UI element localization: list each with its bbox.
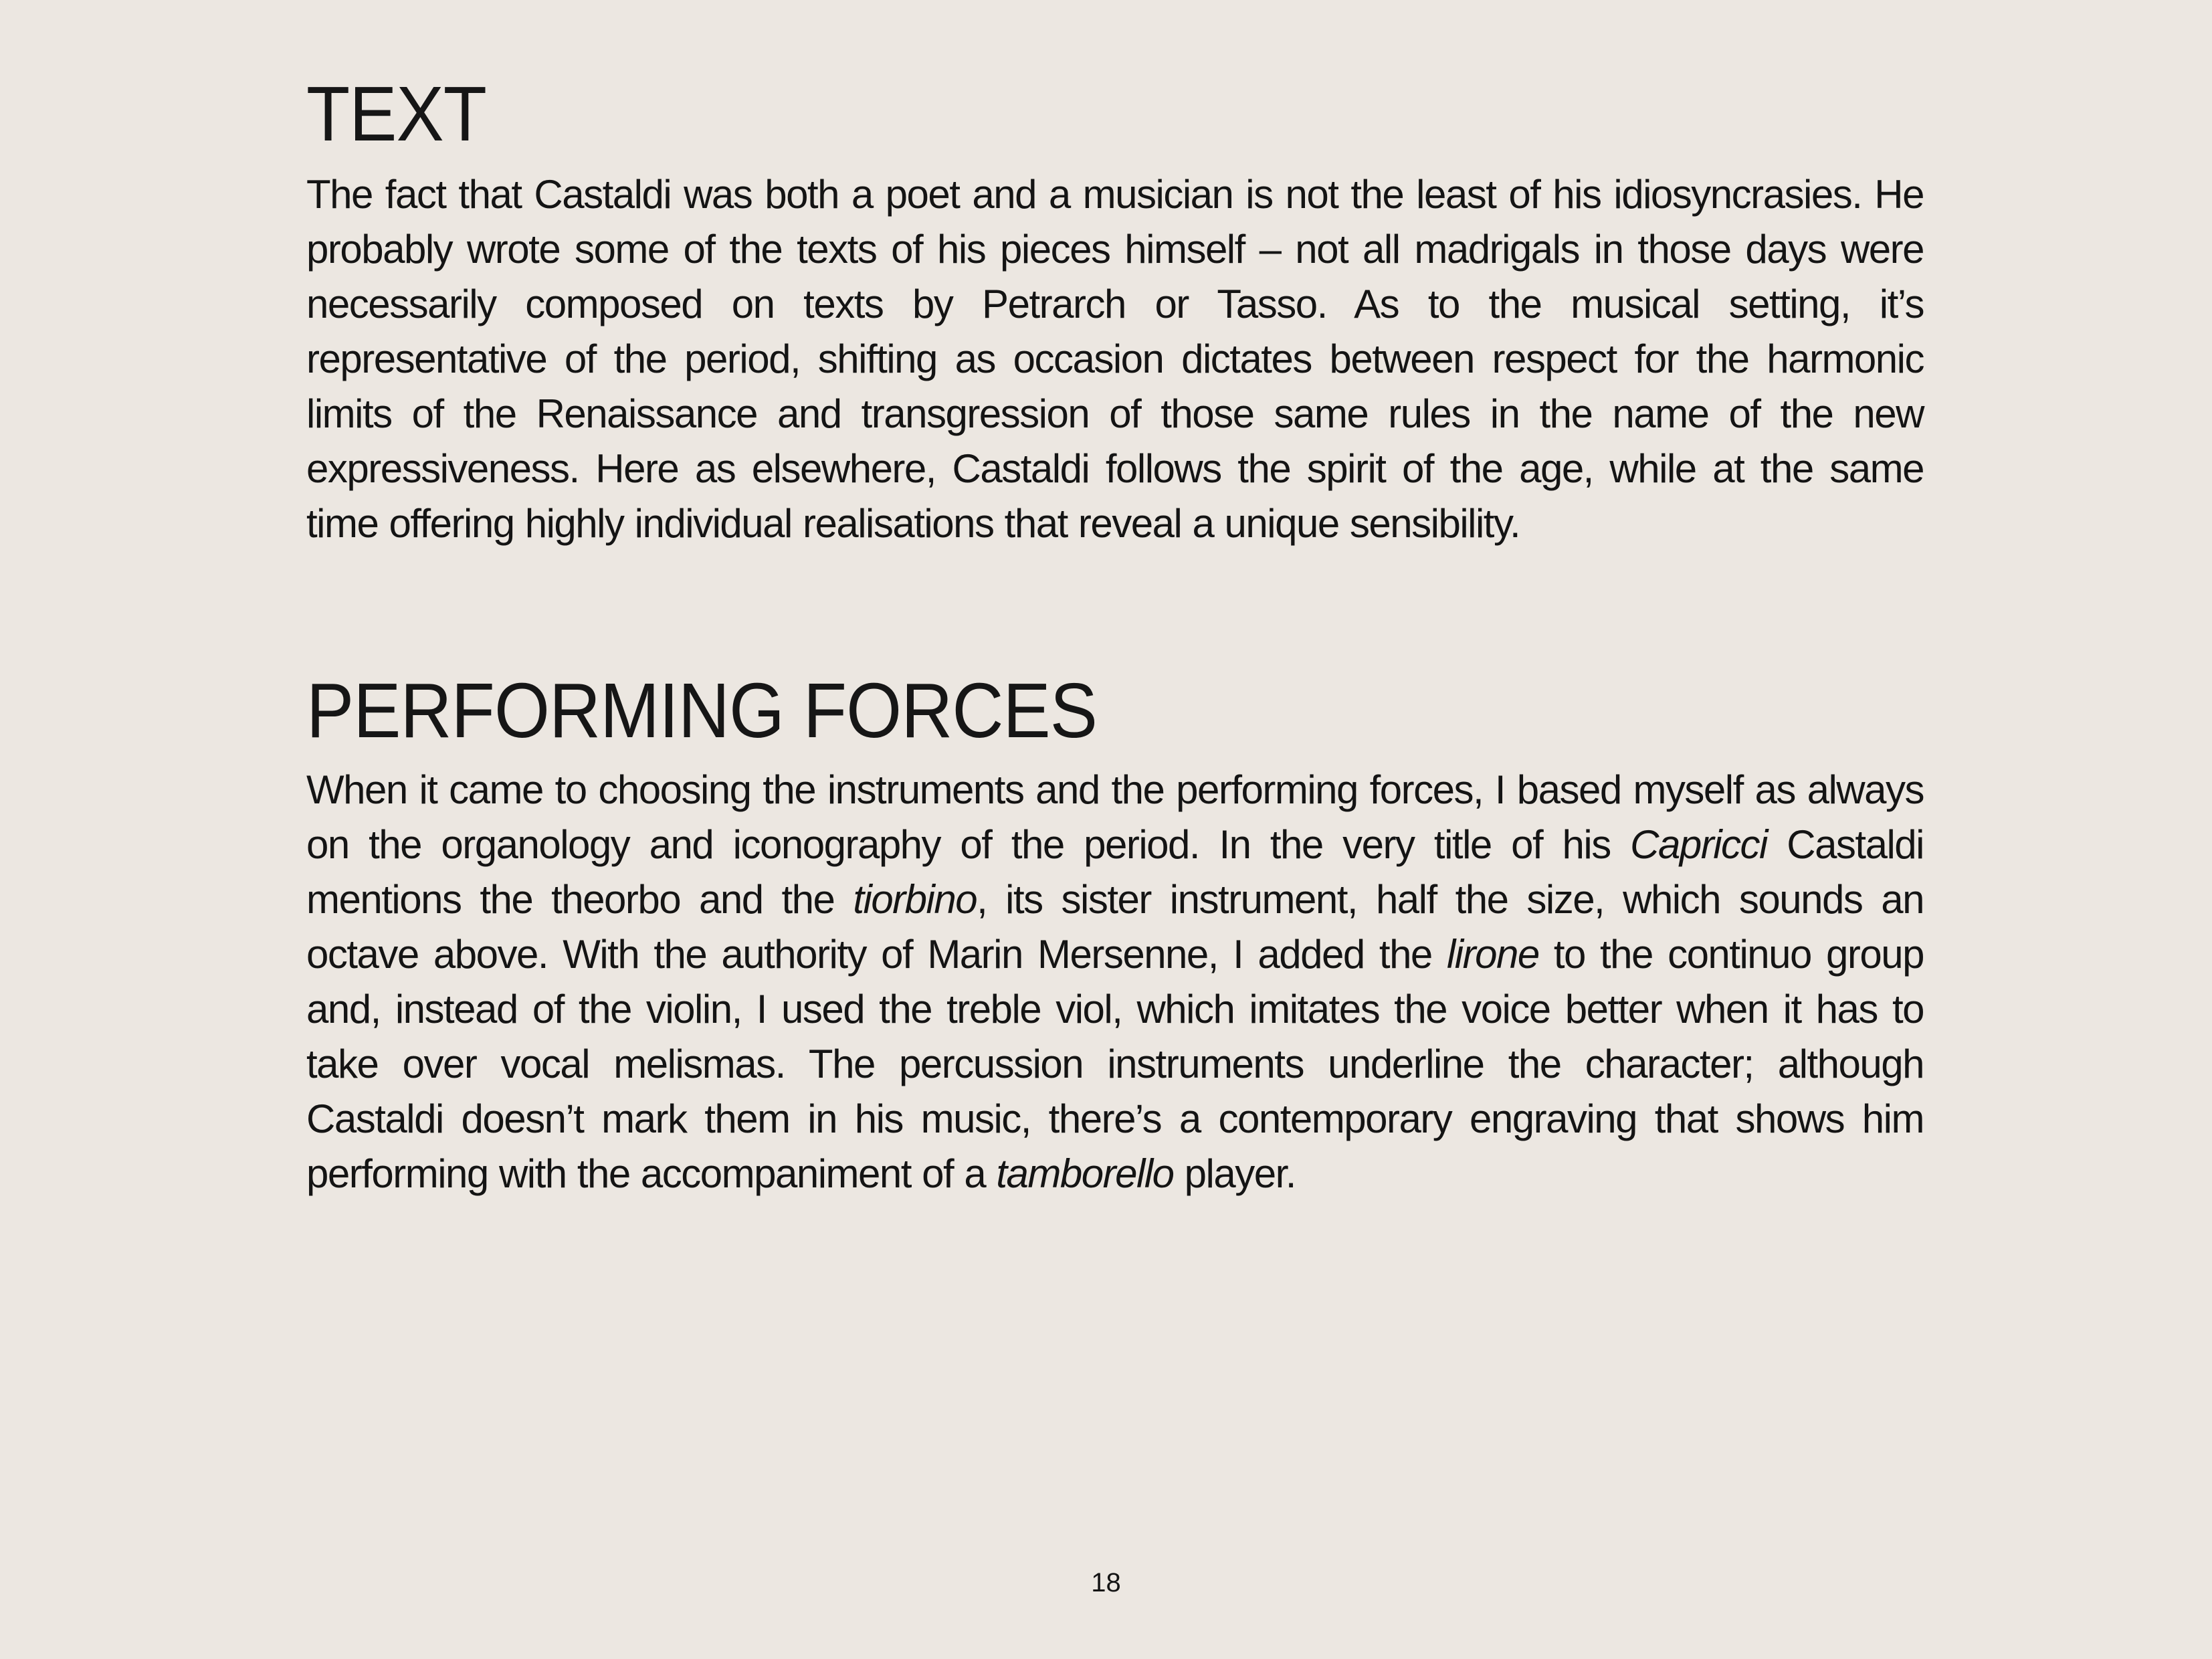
italic-term-tamborello: tamborello: [996, 1151, 1174, 1196]
italic-term-lirone: lirone: [1446, 932, 1539, 977]
page-number: 18: [1091, 1568, 1121, 1597]
paragraph-run: player.: [1173, 1151, 1296, 1196]
section-performing-forces: [306, 667, 1924, 1201]
paragraph-run: When it came to choosing the instruments and the performing forces, I based myself as always on the organology and iconography of the period. In the very title of his: [306, 767, 1924, 867]
italic-term-tiorbino: tiorbino: [853, 877, 977, 922]
section-heading-performing-forces: PERFORMING FORCES: [306, 667, 1098, 754]
paragraph-run: Castaldi mentions the theorbo and the: [306, 822, 1924, 922]
paragraph-run: , its sister instrument, half the size, which sounds an octave above. With the authority of Marin Mersenne, I added the: [306, 877, 1924, 977]
section-heading-text: TEXT: [306, 70, 487, 157]
paragraph-run: to the continuo group and, instead of the violin, I used the treble viol, which imitates the voice better when it has to take over vocal melismas. The percussion instruments underline the character; although Castaldi doesn’t mark them in his music, there’s a contemporary engraving that shows him performing with the accompaniment of a: [306, 932, 1924, 1196]
section-text: [306, 70, 1924, 551]
italic-term-capricci: Capricci: [1630, 822, 1767, 867]
section-paragraph-performing-forces: [306, 763, 1924, 1201]
section-paragraph-text: The fact that Castaldi was both a poet and a musician is not the least of his idiosyncrasies. He probably wrote some of the texts of his pieces himself – not all madrigals in those days were necessarily composed on texts by Petrarch or Tasso. As to the musical setting, it’s representative of the period, shifting as occasion dictates between respect for the harmonic limits of the Renaissance and transgression of those same rules in the name of the new expressiveness. Here as elsewhere, Castaldi follows the spirit of the age, while at the same time offering highly individual realisations that reveal a unique sensibility.: [306, 172, 1924, 546]
